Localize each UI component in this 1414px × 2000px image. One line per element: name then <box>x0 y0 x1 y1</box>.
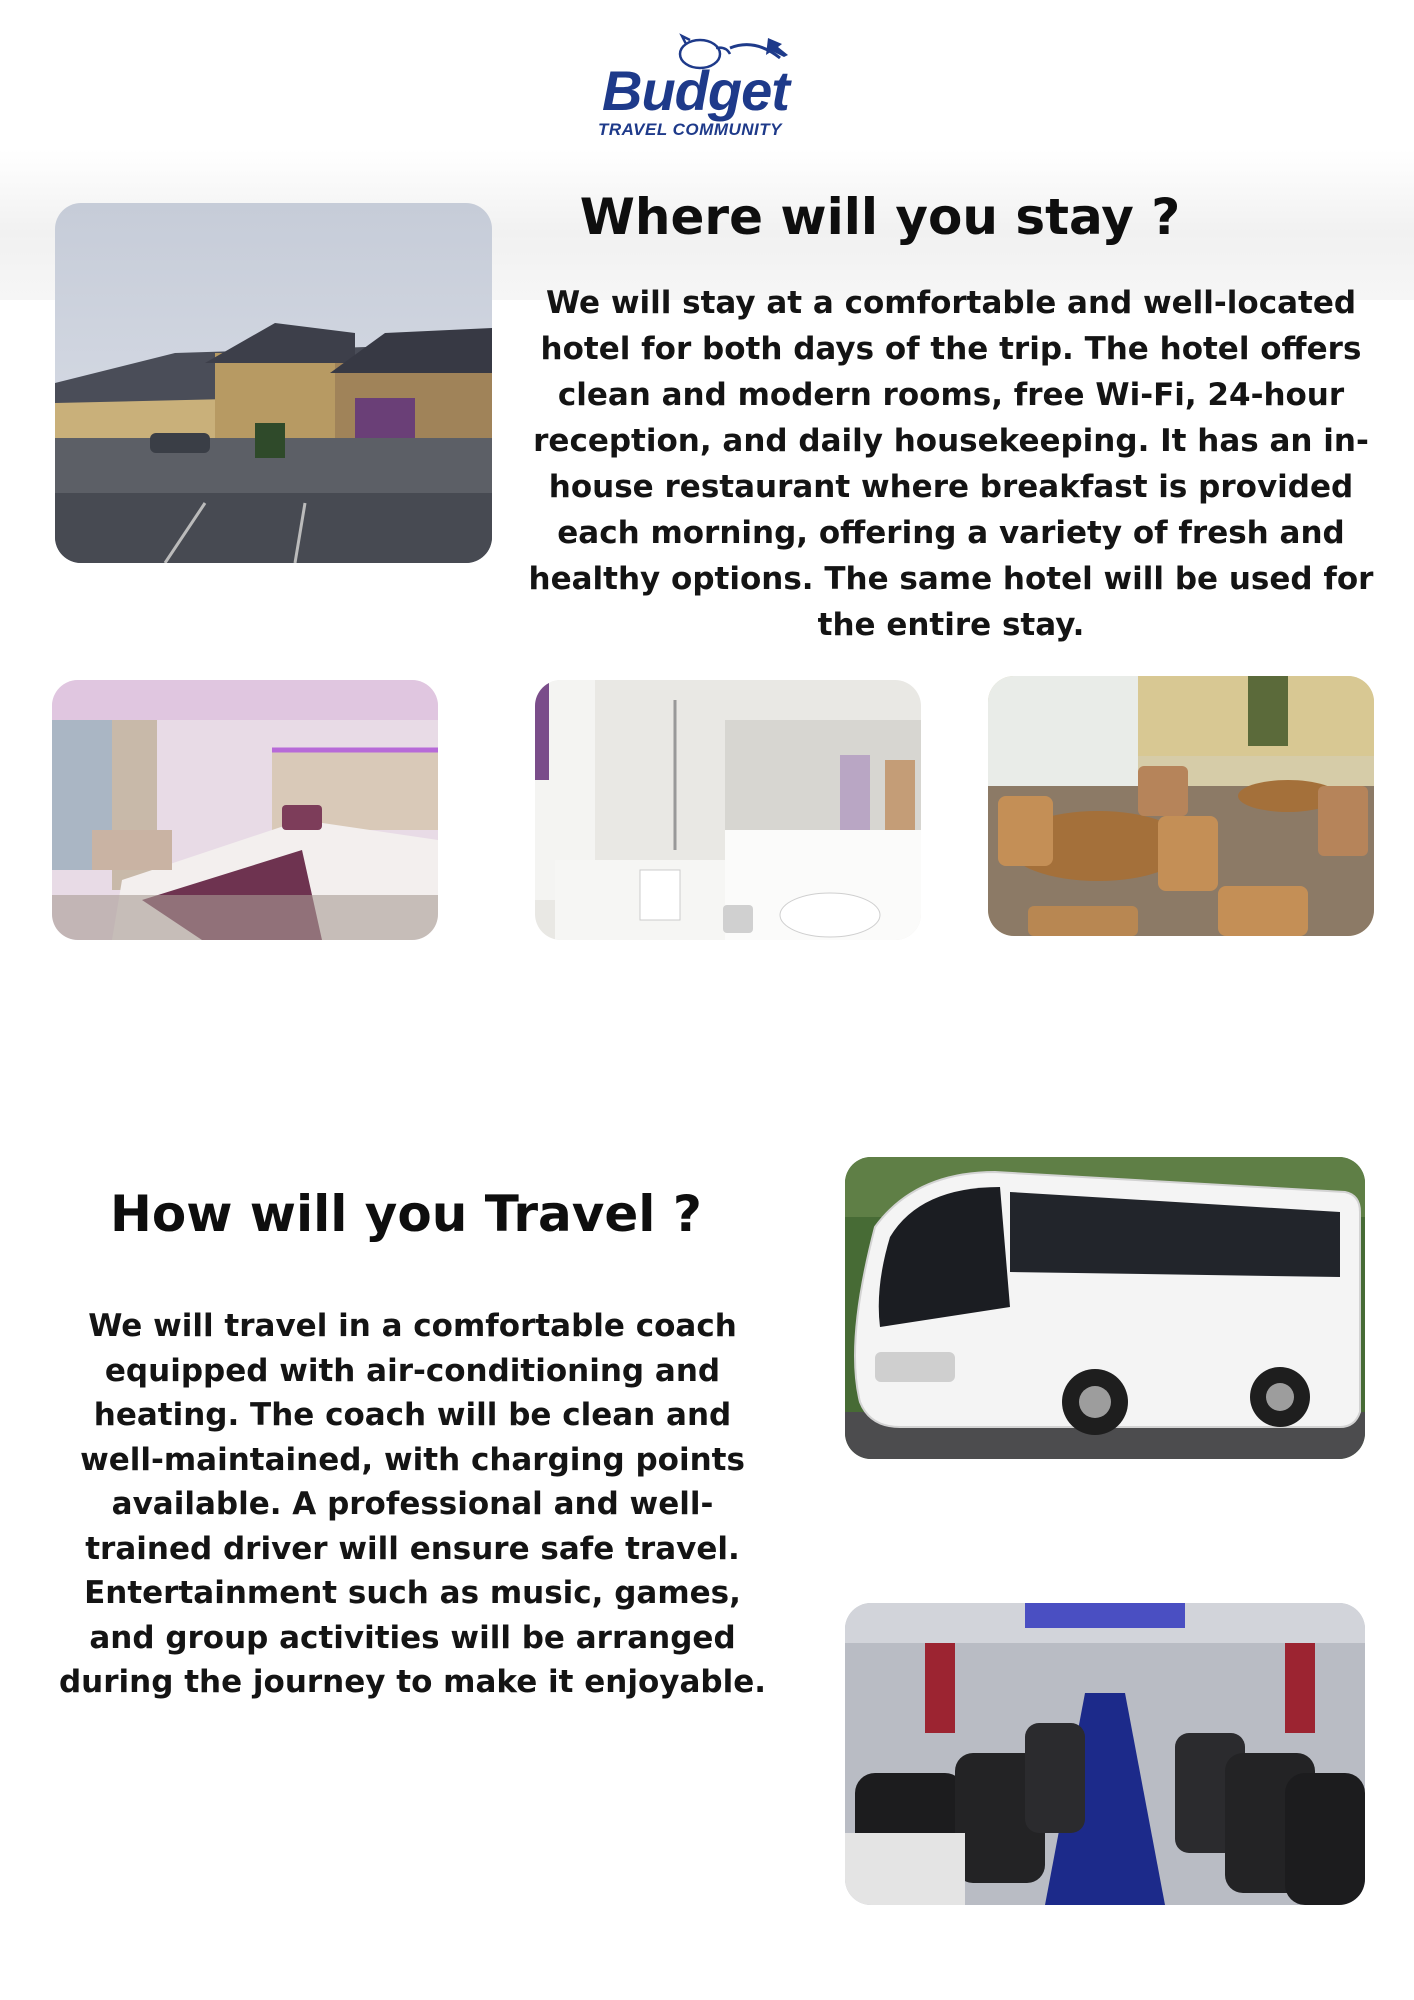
hotel-restaurant-photo <box>988 676 1374 936</box>
stay-title: Where will you stay ? <box>579 188 1181 246</box>
brand-tagline: TRAVEL COMMUNITY <box>598 120 782 139</box>
brand-name: Budget <box>602 59 789 122</box>
travel-description: We will travel in a comfortable coach equipped with air-conditioning and heating. The coach will be clean and well-maintained, with charging points available. A professional and well-trained driver will ensure safe travel. Entertainment such as music, games, and group activities will be arranged during the journey to make it enjoyable. <box>58 1308 767 1700</box>
hotel-bedroom-photo <box>52 680 438 940</box>
coach-interior-photo <box>845 1603 1365 1905</box>
coach-exterior-photo <box>845 1157 1365 1459</box>
hotel-exterior-photo <box>55 203 492 563</box>
travel-title: How will you Travel ? <box>110 1185 702 1243</box>
brand-logo <box>590 30 830 140</box>
stay-description: We will stay at a comfortable and well-located hotel for both days of the trip. The hotel offers clean and modern rooms, free Wi-Fi, 24-hour reception, and daily housekeeping. It has an in-house restaurant where breakfast is provided each morning, offering a variety of fresh and healthy options. The same hotel will be used for the entire stay. <box>528 285 1374 643</box>
hotel-bathroom-photo <box>535 680 921 940</box>
